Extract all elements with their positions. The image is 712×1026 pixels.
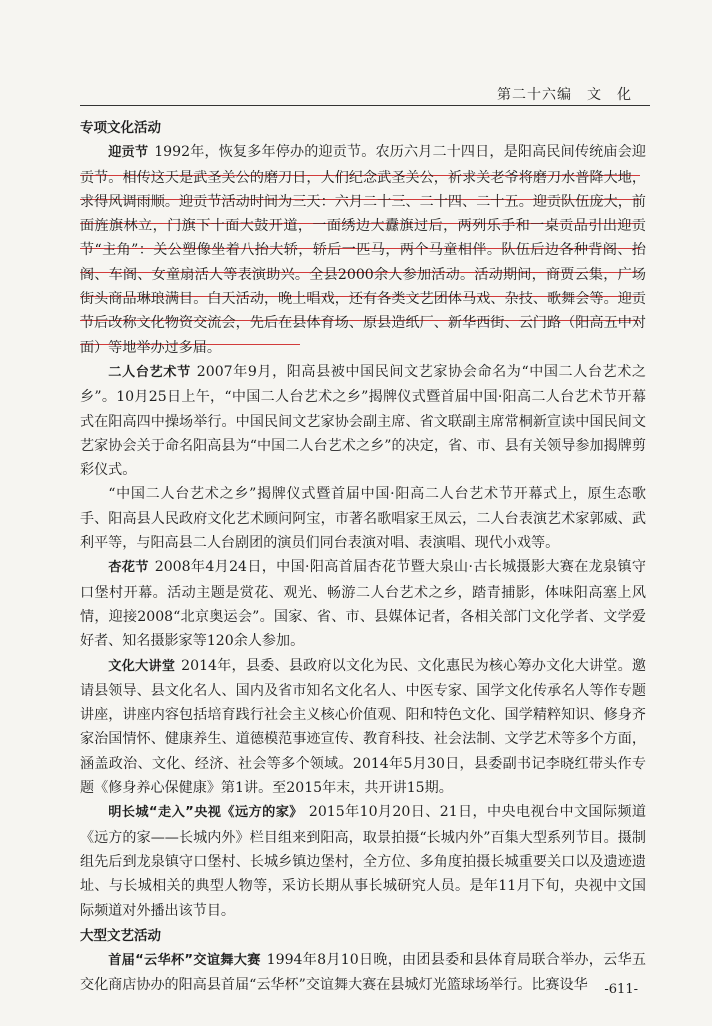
paragraph-yunhua-dance: [80, 948, 646, 998]
paragraph-apricot-festival: [80, 555, 646, 653]
paragraph-keyword: 明长城“走入”央视《远方的家》: [108, 805, 303, 821]
section-heading: 大型文艺活动: [80, 927, 161, 944]
paragraph-text: 2014年，县委、县政府以文化为民、文化惠民为核心筹办文化大讲堂。邀请县领导、县文化名人、国内及省市知名文化名人、中医专家、国学文化传承名人等作专题讲座，讲座内容包括培育践行社会主义核心价值观、阳和特色文化、国学精粹知识、修身齐家治国情怀、健康养生、道德模范事迹宣传、教育科技、社会法制、文学艺术等多个方面，涵盖政治、文化、经济、社会等多个领域。2014年5月30日，县委副书记李晓红带头作专题《修身养心保健康》第1讲。至2015年末，共开讲15期。: [80, 657, 646, 797]
article-body: [80, 115, 646, 998]
chapter-header: 第二十六编 文 化: [497, 87, 632, 103]
paragraph-errentai-festival: [80, 360, 646, 482]
paragraph-text: “中国二人台艺术之乡”揭牌仪式暨首届中国·阳高二人台艺术节开幕式上，原生态歌手、阳高县人民政府文化艺术顾问阿宝，市著名歌唱家王凤云，二人台表演艺术家郭威、武利平等，与阳高县二人台剧团的演员们同台表演对唱、表演唱、现代小戏等。: [80, 486, 646, 552]
paragraph-text: 2015年10月20日、21日，中央电视台中文国际频道《远方的家——长城内外》栏目组来到阳高，取景拍摄“长城内外”百集大型系列节目。摄制组先后到龙泉镇守口堡村、长城乡镇边堡村，全方位、多角度拍摄长城重要关口以及遗迹遗址、与长城相关的典型人物等，采访长期从事长城研究人员。是年11月下旬，央视中文国际频道对外播出该节目。: [80, 804, 646, 919]
paragraph-great-wall-cctv: [80, 800, 646, 922]
section-heading: 专项文化活动: [80, 120, 161, 136]
page-number: -611-: [604, 982, 638, 997]
paragraph-text: 1992年，恢复多年停办的迎贡节。农历六月二十四日，是阳高民间传统庙会迎贡节。相传这天是武圣关公的磨刀日，人们纪念武圣关公，祈求关老爷将磨刀水普降大地，求得风调雨顺。迎贡节活动时间为三天：六月二十三、二十四、二十五。迎贡队伍庞大，前面旌旗林立，门旗下十面大鼓开道，一面绣边大纛旗过后，两列乐手和一桌贡品引出迎贡节“主角”：关公塑像坐着八抬大轿，轿后一匹马，两个马童相伴。队伍后边各种背阁、抬阁、车阁、女童扇活人等表演助兴。全县2000余人参加活动。活动期间，商贾云集，广场街头商品琳琅满目。白天活动，晚上唱戏，还有各类文艺团体马戏、杂技、歌舞会等。迎贡节后改称文化物资交流会，先后在县体育场、原县造纸厂、新华西街、云门路（阳高五中对面）等地举办过多届。: [80, 144, 646, 356]
paragraph-yingong-festival: [80, 140, 646, 360]
paragraph-keyword: 杏花节: [108, 560, 149, 576]
paragraph-text: 2008年4月24日，中国·阳高首届杏花节暨大泉山·古长城摄影大赛在龙泉镇守口堡村开幕。活动主题是赏花、观光、畅游二人台艺术之乡，踏青捕影，体味阳高塞上风情，迎接2008“北京奥运会”。国家、省、市、县媒体记者，各相关部门文化学者、文学爱好者、知名摄影家等120余人参加。: [80, 559, 646, 650]
paragraph-keyword: 二人台艺术节: [108, 364, 191, 380]
paragraph-keyword: 文化大讲堂: [108, 658, 176, 674]
paragraph-keyword: 迎贡节: [108, 145, 149, 161]
paragraph-text: 2007年9月，阳高县被中国民间文艺家协会命名为“中国二人台艺术之乡”。10月25日上午，“中国二人台艺术之乡”揭牌仪式暨首届中国·阳高二人台艺术节开幕式在阳高四中操场举行。中国民间文艺家协会副主席、省文联副主席常桐新宣读中国民间文艺家协会关于命名阳高县为“中国二人台艺术之乡”的决定，省、市、县有关领导参加揭牌剪彩仪式。: [80, 363, 646, 479]
paragraph-culture-lecture: [80, 654, 646, 801]
paragraph-text: 1994年8月10日晚，由团县委和县体育局联合举办，云华五交化商店协办的阳高县首届“云华杯”交谊舞大赛在县城灯光篮球场举行。比赛设华: [80, 952, 646, 994]
paragraph-errentai-opening: [80, 482, 646, 555]
header-rule: [80, 105, 650, 106]
paragraph-keyword: 首届“云华杯”交谊舞大赛: [108, 953, 261, 969]
